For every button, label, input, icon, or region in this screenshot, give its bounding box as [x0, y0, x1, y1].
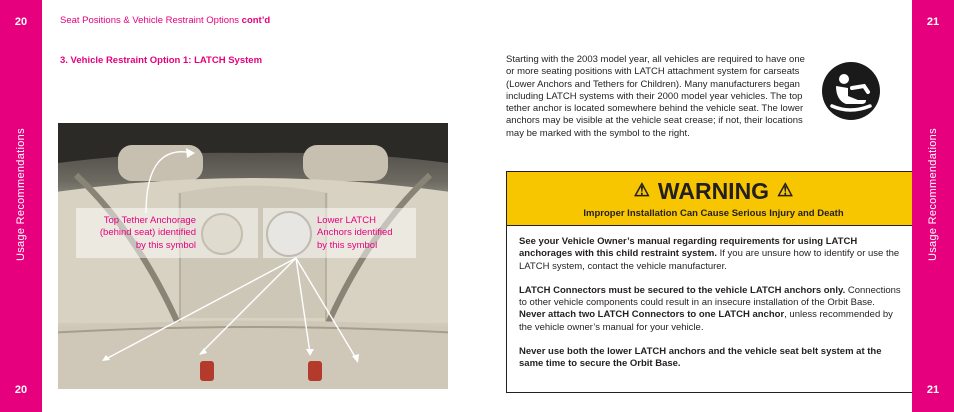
- warning-paragraph-bold: LATCH Connectors must be secured to the vehicle LATCH anchors only.: [519, 284, 846, 296]
- warning-paragraph-text: Connections to other vehicle components could result in an insecure installation of the Orbit Base.: [519, 284, 901, 309]
- tether-callout-line: by this symbol: [135, 239, 196, 251]
- section-title: 3. Vehicle Restraint Option 1: LATCH System: [60, 55, 263, 66]
- warning-paragraph-bold: Never use both the lower LATCH anchors and the vehicle seat belt system at the same time to secure the Orbit Base.: [519, 346, 882, 370]
- tether-callout: [78, 215, 196, 252]
- child-seat-latch-icon: [822, 62, 880, 120]
- warning-paragraph: [519, 309, 908, 334]
- lower-anchor-callout: [317, 215, 417, 252]
- page-number-top-right: 21: [926, 16, 940, 28]
- warning-subtitle: Improper Installation Can Cause Serious Injury and Death: [583, 208, 844, 219]
- warning-paragraph-bold: See your Vehicle Owner’s manual regarding requirements for using LATCH anchorages with this child restraint system.: [519, 236, 858, 260]
- lower-anchor-callout-line: Anchors identified: [317, 227, 393, 239]
- warning-paragraph: [519, 285, 908, 310]
- page-number-top-left: 20: [14, 16, 28, 28]
- tether-badge: [202, 214, 242, 254]
- warning-triangle-icon: ⚠: [633, 180, 650, 200]
- warning-box: [506, 171, 921, 393]
- left-side-label: Usage Recommendations: [15, 128, 27, 261]
- page-number-bottom-left: 20: [14, 384, 28, 396]
- warning-paragraph: [519, 236, 908, 273]
- running-header-suffix: cont’d: [241, 15, 271, 26]
- warning-header: [507, 172, 920, 226]
- running-header: [60, 15, 270, 26]
- running-header-prefix: Seat Positions & Vehicle Restraint Options: [60, 15, 242, 26]
- latch-intro-paragraph: Starting with the 2003 model year, all vehicles are required to have one or more seating positions with LATCH attachment system for carseats (Lower Anchors and Tethers for Children). Many manufacturers began including LATCH systems with their 2000 model year vehicles. The top tether anchor is located somewhere behind the vehicle seat. The lower anchors may be visible at the vehicle seat crease; if not, their locations may be marked with the symbol to the right.: [506, 54, 805, 139]
- page-number-bottom-right: 21: [926, 384, 940, 396]
- vehicle-back-seat-photo: [58, 123, 448, 389]
- tether-callout-line: Top Tether Anchorage: [103, 215, 196, 226]
- warning-triangle-icon: ⚠: [777, 180, 794, 200]
- lower-anchor-callout-line: Lower LATCH: [317, 215, 376, 226]
- lower-anchor-callout-line: by this symbol: [317, 239, 378, 251]
- tether-callout-line: (behind seat) identified: [99, 227, 196, 239]
- warning-body: [507, 226, 920, 371]
- warning-title: [507, 176, 920, 205]
- right-page-side-bar: [912, 0, 954, 412]
- lower-anchor-badge: [267, 212, 311, 256]
- warning-paragraph-text: If you are unsure how to identify or use the LATCH system, contact the vehicle manufacturer.: [519, 248, 900, 272]
- back-seat-illustration: [58, 123, 448, 389]
- warning-paragraph-text: , unless recommended by the vehicle owner’s manual for your vehicle.: [519, 309, 893, 333]
- warning-paragraph: [519, 346, 908, 371]
- right-side-label: Usage Recommendations: [927, 128, 939, 261]
- left-page-side-bar: [0, 0, 42, 412]
- warning-paragraph-bold: Never attach two LATCH Connectors to one LATCH anchor: [519, 309, 785, 321]
- warning-title-text: WARNING: [657, 178, 770, 204]
